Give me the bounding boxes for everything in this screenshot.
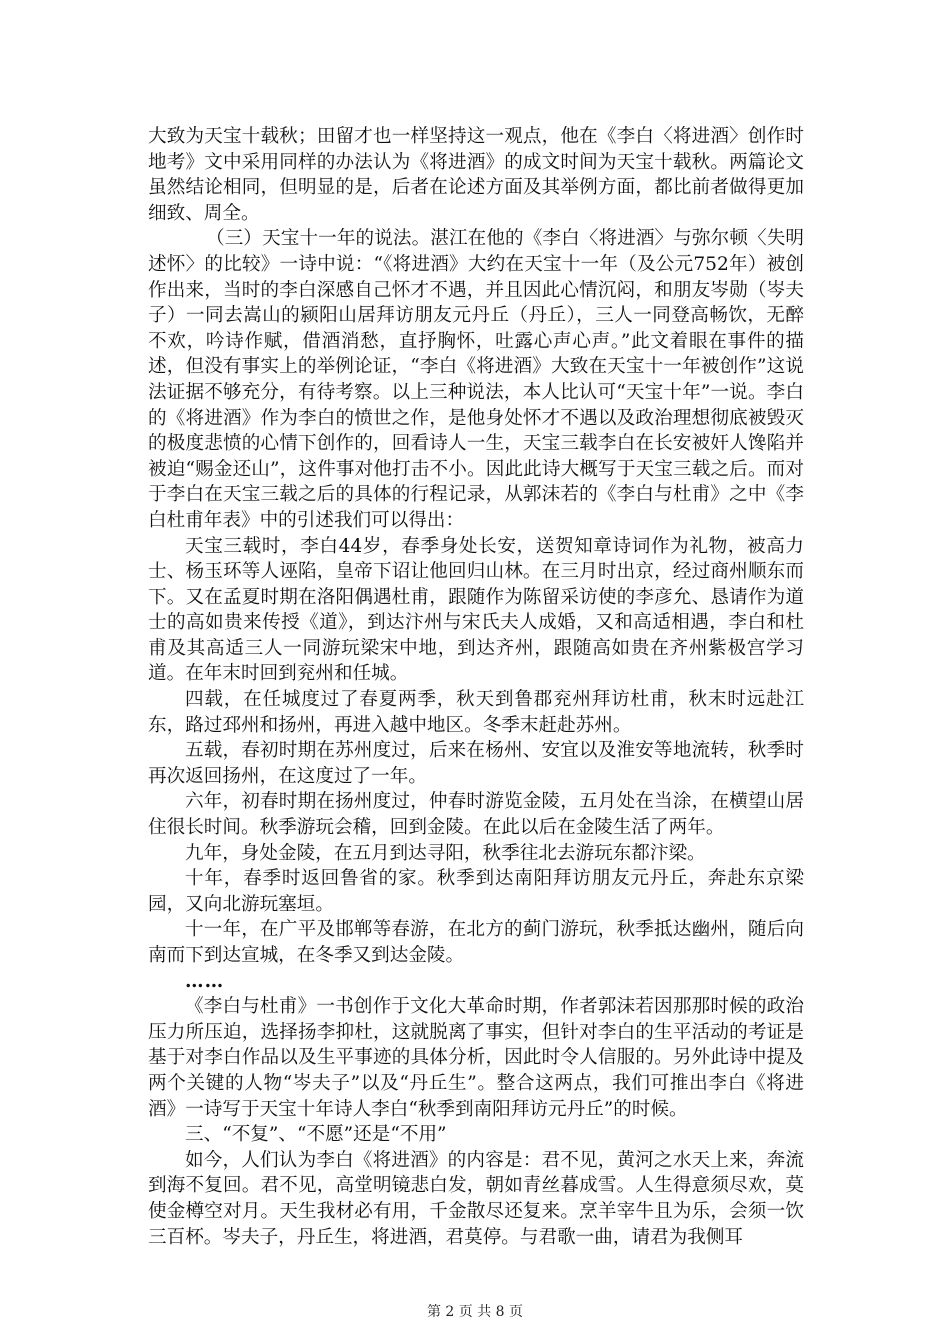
paragraph: 四载，在任城度过了春夏两季，秋天到鲁郡兖州拜访杜甫，秋末时远赴江东，路过邳州和扬州，再进入越中地区。冬季末赶赴苏州。 — [148, 689, 804, 736]
paragraph: 十年，春季时返回鲁省的家。秋季到达南阳拜访朋友元丹丘，奔赴东京梁园，又向北游玩塞垣。 — [148, 868, 804, 915]
ellipsis: …… — [185, 970, 225, 992]
paragraph: 五载，春初时期在苏州度过，后来在杨州、安宜以及淮安等地流转，秋季时再次返回扬州，在这度过了一年。 — [148, 740, 804, 787]
paragraph: 如今，人们认为李白《将进酒》的内容是：君不见，黄河之水天上来，奔流到海不复回。君不见，高堂明镜悲白发，朝如青丝暮成雪。人生得意须尽欢，莫使金樽空对月。天生我材必有用，千金散尽还复来。烹羊宰牛且为乐，会须一饮三百杯。岑夫子，丹丘生，将进酒，君莫停。与君歌一曲，请君为我侧耳 — [148, 1149, 804, 1248]
paragraph: 天宝三载时，李白44岁，春季身处长安，送贺知章诗词作为礼物，被高力士、杨玉环等人诬陷，皇帝下诏让他回归山林。在三月时出京，经过商州顺东而下。又在孟夏时期在洛阳偶遇杜甫，跟随作为陈留采访使的李彦允、恳请作为道士的高如贵来传授《道》，到达汴州与宋氏夫人成婚，又和高适相遇，李白和杜甫及其高适三人一同游玩梁宋中地，到达齐州，跟随高如贵在齐州紫极宫学习道。在年末时回到兖州和任城。 — [148, 535, 804, 685]
body-text — [148, 124, 804, 1250]
section-heading: 三、“不复”、“不愿”还是“不用” — [185, 1124, 447, 1146]
paragraph: 十一年，在广平及邯郸等春游，在北方的蓟门游玩，秋季抵达幽州，随后向南而下到达宣城，在冬季又到达金陵。 — [148, 919, 804, 966]
paragraph: 《李白与杜甫》一书创作于文化大革命时期，作者郭沫若因那那时候的政治压力所压迫，选择扬李抑杜，这就脱离了事实，但针对李白的生平活动的考证是基于对李白作品以及生平事迹的具体分析，因此时令人信服的。另外此诗中提及两个关键的人物“岑夫子”以及“丹丘生”。整合这两点，我们可推出李白《将进酒》一诗写于天宝十年诗人李白“秋季到南阳拜访元丹丘”的时候。 — [148, 996, 804, 1120]
paragraph: 大致为天宝十载秋；田留才也一样坚持这一观点，他在《李白〈将进酒〉创作时地考》文中采用同样的办法认为《将进酒》的成文时间为天宝十载秋。两篇论文虽然结论相同，但明显的是，后者在论述方面及其举例方面，都比前者做得更加细致、周全。 — [148, 126, 804, 224]
paragraph: 九年，身处金陵，在五月到达寻阳，秋季往北去游玩东都汴梁。 — [185, 842, 706, 864]
paragraph: （三）天宝十一年的说法。湛江在他的《李白〈将进酒〉与弥尔顿〈失明述怀〉的比较》一诗中说：“《将进酒》大约在天宝十一年（及公元752年）被创作出来，当时的李白深感自己怀才不遇，并且因此心情沉闷，和朋友岑勋（岑夫子）一同去嵩山的颍阳山居拜访朋友元丹丘（丹丘），三人一同登高畅饮，无醉不欢，吟诗作赋，借酒消愁，直抒胸怀，吐露心声心声。”此文着眼在事件的描述，但没有事实上的举例论证，“李白《将进酒》大致在天宝十一年被创作”这说法证据不够充分，有待考察。以上三种说法，本人比认可“天宝十年”一说。李白的《将进酒》作为李白的愤世之作，是他身处怀才不遇以及政治理想彻底被毁灭的极度悲愤的心情下创作的，回看诗人一生，天宝三载李白在长安被奸人馋陷并被迫“赐金还山”，这件事对他打击不小。因此此诗大概写于天宝三载之后。而对于李白在天宝三载之后的具体的行程记录，从郭沫若的《李白与杜甫》之中《李白杜甫年表》中的引述我们可以得出： — [148, 228, 804, 531]
page-number: 第 2 页 共 8 页 — [426, 1304, 524, 1320]
paragraph: 六年，初春时期在扬州度过，仲春时游览金陵，五月处在当涂，在横望山居住很长时间。秋季游玩会稽，回到金陵。在此以后在金陵生活了两年。 — [148, 791, 804, 839]
